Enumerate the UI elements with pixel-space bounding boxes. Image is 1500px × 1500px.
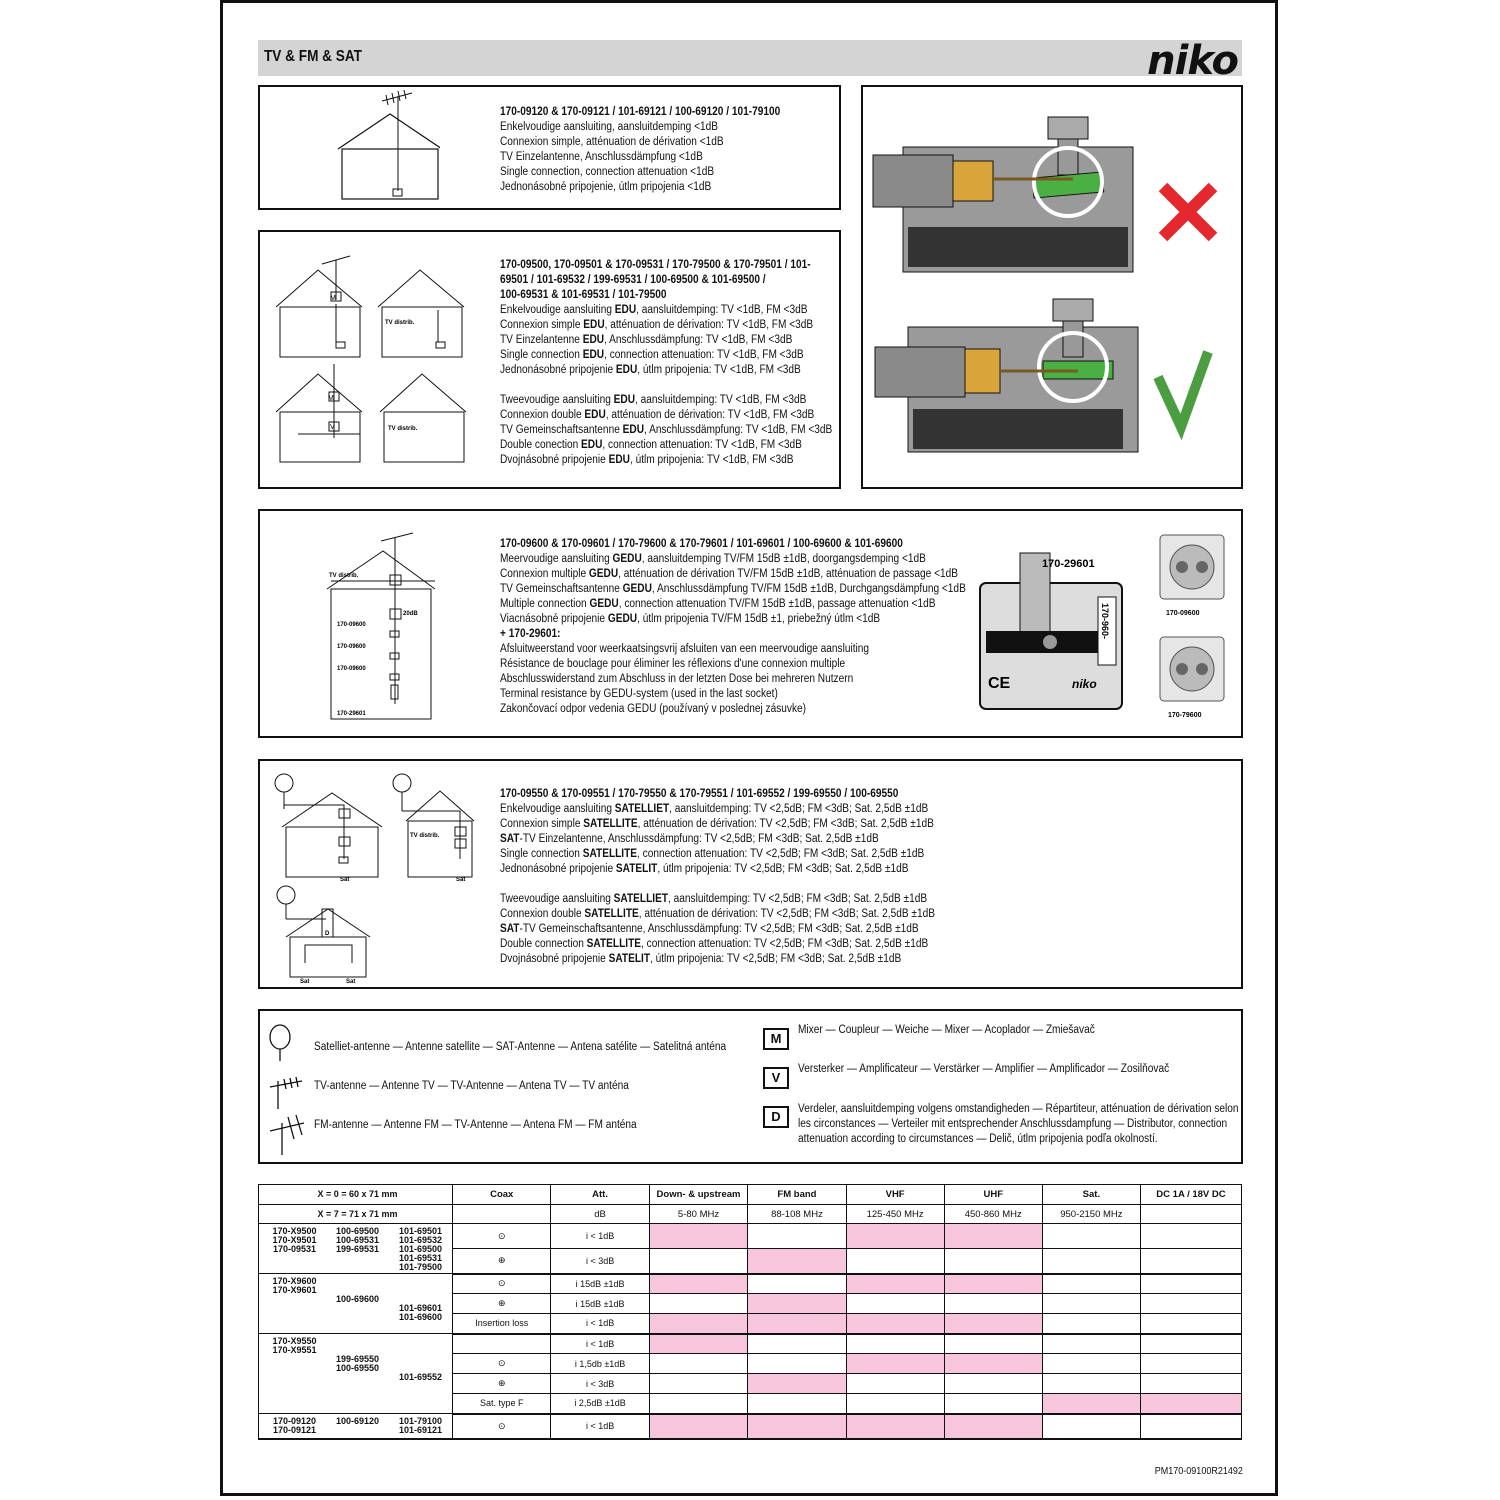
table-row xyxy=(259,1274,1242,1294)
house-diagrams-edu xyxy=(270,252,475,467)
band-cell xyxy=(1042,1224,1140,1249)
band-cell xyxy=(748,1274,846,1294)
product-code xyxy=(263,1263,326,1272)
text-line: Dvojnásobné pripojenie SATELIT, útlm pripojenia: TV <2,5dB; FM <3dB; Sat. 2,5dB ±1dB xyxy=(500,953,902,965)
text-line: Afsluitweerstand voor weerkaatsingsvrij afsluiten van een meervoudige aansluiting xyxy=(500,643,870,655)
attenuation-cell: i 15dB ±1dB xyxy=(551,1274,649,1294)
band-cell xyxy=(944,1224,1042,1249)
coax-cell xyxy=(453,1334,551,1354)
band-cell xyxy=(846,1354,944,1374)
col-header: DC 1A / 18V DC xyxy=(1140,1185,1241,1205)
text-line: Single connection EDU, connection attenuation: TV <1dB, FM <3dB xyxy=(500,349,804,361)
band-cell xyxy=(846,1334,944,1354)
diagram-label: M xyxy=(328,395,334,402)
attenuation-cell: i < 1dB xyxy=(551,1414,649,1439)
band-cell xyxy=(944,1249,1042,1274)
terminal-resistor-product xyxy=(978,533,1126,713)
band-cell xyxy=(1140,1374,1241,1394)
col-header: VHF xyxy=(846,1185,944,1205)
diagram-label: Sat xyxy=(346,979,356,985)
text-line: Double conection EDU, connection attenuation: TV <1dB, FM <3dB xyxy=(500,439,802,451)
product-code: 170-09121 xyxy=(272,1425,317,1435)
text-line: Single connection, connection attenuation <1dB xyxy=(500,166,715,178)
band-cell xyxy=(1042,1294,1140,1314)
product-code: 100-69550 xyxy=(335,1363,380,1373)
product-code: 101-69121 xyxy=(398,1425,443,1435)
product-code xyxy=(389,1355,452,1364)
section-single-connection xyxy=(258,85,841,210)
band-cell xyxy=(944,1294,1042,1314)
section2-heading: 69501 / 101-69532 / 199-69531 / 100-69500 & 101-69500 / xyxy=(500,274,766,286)
document-code: PM170-09100R21492 xyxy=(1154,1466,1243,1477)
product-code xyxy=(263,1295,326,1304)
diagram-label: TV distrib. xyxy=(329,573,359,579)
product-code xyxy=(389,1337,452,1346)
installation-illustration xyxy=(861,85,1243,489)
band-cell xyxy=(649,1394,748,1414)
socket-label: 170-79600 xyxy=(1168,712,1202,719)
product-code: 170-X9600 xyxy=(272,1276,317,1286)
title-bar xyxy=(258,38,1242,84)
band-cell xyxy=(846,1374,944,1394)
band-cell xyxy=(944,1274,1042,1294)
table-row xyxy=(259,1224,1242,1249)
diagram-label: TV distrib. xyxy=(410,833,440,839)
product-code: 101-69601 xyxy=(398,1303,443,1313)
legend-mixer: Mixer — Coupleur — Weiche — Mixer — Acoplador — Zmiešavač xyxy=(798,1024,1095,1036)
legend-amplifier: Versterker — Amplificateur — Verstärker — Amplifier — Amplificador — Zosilňovač xyxy=(798,1063,1170,1075)
product-code: 170-X9551 xyxy=(272,1345,317,1355)
product-code: 101-69531 xyxy=(398,1253,443,1263)
section3-subheading: + 170-29601: xyxy=(500,628,561,640)
product-code: 170-09120 xyxy=(272,1416,317,1426)
product-code: 170-X9500 xyxy=(272,1226,317,1236)
text-line: TV Gemeinschaftsantenne EDU, Anschlussdämpfung: TV <1dB, FM <3dB xyxy=(500,424,833,436)
unit-cell: 5-80 MHz xyxy=(649,1205,748,1224)
band-cell xyxy=(1042,1334,1140,1354)
coax-cell: Insertion loss xyxy=(453,1314,551,1334)
band-cell xyxy=(1042,1354,1140,1374)
legend-distributor: Verdeler, aansluitdemping volgens omstandigheden — Répartiteur, atténuation de dérivation selon les circonstances — Verteiler mit entsprechender Anschlussdampfung — Distributor, connection attenuation according to circumstances — Delič, útlm pripojenia podľa okolností. xyxy=(798,1103,1239,1145)
band-cell xyxy=(1140,1294,1241,1314)
coax-cell: ⊕ xyxy=(453,1249,551,1274)
text-line: Dvojnásobné pripojenie EDU, útlm pripojenia: TV <1dB, FM <3dB xyxy=(500,454,794,466)
text-line: Résistance de bouclage pour éliminer les réflexions d'une connexion multiple xyxy=(500,658,846,670)
diagram-label: Sat xyxy=(300,979,310,985)
text-line: Connexion simple SATELLITE, atténuation de dérivation: TV <2,5dB; FM <3dB; Sat. 2,5dB ±1dB xyxy=(500,818,934,830)
diagram-label: TV distrib. xyxy=(388,426,418,432)
band-cell xyxy=(748,1374,846,1394)
band-cell xyxy=(748,1334,846,1354)
product-codes-cell xyxy=(259,1334,453,1414)
diagram-label: Sat xyxy=(340,877,350,883)
product-code xyxy=(263,1355,326,1364)
product-code xyxy=(263,1313,326,1322)
house-diagram-gedu xyxy=(325,529,445,729)
product-code xyxy=(326,1373,389,1382)
ce-mark: CE xyxy=(988,675,1011,692)
satellite-dish-icon xyxy=(270,1025,290,1049)
text-line: Connexion simple, atténuation de dérivation <1dB xyxy=(500,136,724,148)
size-note-x0: X = 0 = 60 x 71 mm xyxy=(259,1185,453,1205)
band-cell xyxy=(846,1249,944,1274)
product-code: 100-69531 xyxy=(335,1235,380,1245)
product-code: 170-X9601 xyxy=(272,1285,317,1295)
text-line: Enkelvoudige aansluiting, aansluitdemping <1dB xyxy=(500,121,719,133)
attenuation-cell: i < 1dB xyxy=(551,1224,649,1249)
text-line: TV Gemeinschaftsantenne GEDU, Anschlussdämpfung TV/FM 15dB ±1dB, Durchgangsdämpfung <1dB xyxy=(500,583,966,595)
band-cell xyxy=(944,1354,1042,1374)
unit-cell: 950-2150 MHz xyxy=(1042,1205,1140,1224)
section-edu-connection xyxy=(258,230,841,489)
diagram-label: V xyxy=(330,424,335,431)
band-cell xyxy=(1140,1314,1241,1334)
section1-heading: 170-09120 & 170-09121 / 101-69121 / 100-69120 / 101-79100 xyxy=(500,106,781,118)
diagram-label: D xyxy=(325,931,330,937)
diagram-label: TV distrib. xyxy=(385,320,415,326)
band-cell xyxy=(649,1249,748,1274)
section-satellite-connection xyxy=(258,759,1243,989)
coax-clamp-drawings xyxy=(863,87,1241,487)
attenuation-cell: i 1,5db ±1dB xyxy=(551,1354,649,1374)
text-line: TV Einzelantenne, Anschlussdämpfung <1dB xyxy=(500,151,703,163)
band-cell xyxy=(748,1414,846,1439)
col-header: Coax xyxy=(453,1185,551,1205)
product-code: 101-69532 xyxy=(398,1235,443,1245)
text-line: Tweevoudige aansluiting SATELLIET, aansluitdemping: TV <2,5dB; FM <3dB; Sat. 2,5dB ±1dB xyxy=(500,893,928,905)
product-code: 199-69550 xyxy=(335,1354,380,1364)
coax-cell: ⊕ xyxy=(453,1294,551,1314)
band-cell xyxy=(846,1224,944,1249)
col-header: UHF xyxy=(944,1185,1042,1205)
product-label: 170-29601 xyxy=(1042,558,1095,570)
diagram-label: 170-29601 xyxy=(337,711,366,717)
antenna-icons xyxy=(264,1019,304,1159)
product-codes-cell xyxy=(259,1274,453,1334)
table-row xyxy=(259,1414,1242,1439)
product-code: 101-79500 xyxy=(398,1262,443,1272)
legend xyxy=(258,1009,1243,1164)
band-cell xyxy=(1140,1249,1241,1274)
attenuation-cell: i < 1dB xyxy=(551,1334,649,1354)
product-code xyxy=(389,1277,452,1286)
page-title: TV & FM & SAT xyxy=(264,48,362,65)
product-code xyxy=(263,1373,326,1382)
product-code xyxy=(326,1304,389,1313)
unit-cell xyxy=(1140,1205,1241,1224)
coax-cell: ⊙ xyxy=(453,1354,551,1374)
band-cell xyxy=(846,1274,944,1294)
product-code xyxy=(389,1346,452,1355)
text-line: Tweevoudige aansluiting EDU, aansluitdemping: TV <1dB, FM <3dB xyxy=(500,394,807,406)
text-line: Jednonásobné pripojenie SATELIT, útlm pripojenia: TV <2,5dB; FM <3dB; Sat. 2,5dB ±1dB xyxy=(500,863,909,875)
product-code: 100-69120 xyxy=(335,1416,380,1426)
product-code: 101-79100 xyxy=(398,1416,443,1426)
band-cell xyxy=(944,1394,1042,1414)
band-cell xyxy=(944,1374,1042,1394)
distributor-key: D xyxy=(763,1106,789,1128)
band-cell xyxy=(748,1249,846,1274)
diagram-label: 170-09600 xyxy=(337,644,366,650)
coax-cell: ⊙ xyxy=(453,1414,551,1439)
attenuation-cell: i < 3dB xyxy=(551,1374,649,1394)
product-side-label: 170-960- xyxy=(1100,603,1110,640)
product-code xyxy=(326,1313,389,1322)
product-code xyxy=(263,1364,326,1373)
product-code: 101-69501 xyxy=(398,1226,443,1236)
band-cell xyxy=(649,1314,748,1334)
band-cell xyxy=(1042,1394,1140,1414)
product-code: 100-69600 xyxy=(335,1294,380,1304)
mixer-key: M xyxy=(763,1028,789,1050)
band-cell xyxy=(1140,1274,1241,1294)
attenuation-cell: i < 3dB xyxy=(551,1249,649,1274)
specification-table xyxy=(258,1184,1242,1440)
band-cell xyxy=(944,1414,1042,1439)
product-code xyxy=(326,1426,389,1435)
section4-text xyxy=(500,787,935,967)
text-line: Terminal resistance by GEDU-system (used in the last socket) xyxy=(500,688,778,700)
product-code xyxy=(389,1286,452,1295)
band-cell xyxy=(649,1274,748,1294)
product-code xyxy=(326,1277,389,1286)
diagram-label: M xyxy=(330,295,336,302)
section4-heading: 170-09550 & 170-09551 / 170-79550 & 170-79551 / 101-69552 / 199-69550 / 100-69550 xyxy=(500,788,899,800)
text-line: Double connection SATELLITE, connection attenuation: TV <2,5dB; FM <3dB; Sat. 2,5dB ±1dB xyxy=(500,938,929,950)
band-cell xyxy=(846,1314,944,1334)
product-code xyxy=(326,1263,389,1272)
legend-fm: FM-antenne — Antenne FM — TV-Antenne — Antena FM — FM anténa xyxy=(314,1119,637,1131)
band-cell xyxy=(1140,1334,1241,1354)
product-codes-cell xyxy=(259,1414,453,1439)
product-code: 170-09531 xyxy=(272,1244,317,1254)
band-cell xyxy=(1042,1314,1140,1334)
band-cell xyxy=(1042,1414,1140,1439)
band-cell xyxy=(944,1334,1042,1354)
section2-heading: 170-09500, 170-09501 & 170-09531 / 170-79500 & 170-79501 / 101- xyxy=(500,259,811,271)
unit-cell xyxy=(453,1205,551,1224)
product-code: 101-69552 xyxy=(398,1372,443,1382)
product-code: 170-X9550 xyxy=(272,1336,317,1346)
house-diagrams-satellite xyxy=(270,769,480,987)
text-line: Meervoudige aansluiting GEDU, aansluitdemping TV/FM 15dB ±1dB, doorgangsdemping <1dB xyxy=(500,553,926,565)
product-code: 170-X9501 xyxy=(272,1235,317,1245)
product-code: 101-69500 xyxy=(398,1244,443,1254)
unit-cell: 88-108 MHz xyxy=(748,1205,846,1224)
band-cell xyxy=(748,1394,846,1414)
product-code xyxy=(263,1304,326,1313)
text-line: Connexion multiple GEDU, atténuation de dérivation TV/FM 15dB ±1dB, atténuation de passage <1dB xyxy=(500,568,958,580)
band-cell xyxy=(846,1394,944,1414)
unit-cell: dB xyxy=(551,1205,649,1224)
band-cell xyxy=(1140,1224,1241,1249)
unit-cell: 125-450 MHz xyxy=(846,1205,944,1224)
diagram-label: 170-09600 xyxy=(337,622,366,628)
band-cell xyxy=(1140,1394,1241,1414)
house-diagram-single xyxy=(330,87,440,207)
col-header: FM band xyxy=(748,1185,846,1205)
attenuation-cell: i < 1dB xyxy=(551,1314,649,1334)
band-cell xyxy=(1140,1354,1241,1374)
table-row xyxy=(259,1334,1242,1354)
text-line: Single connection SATELLITE, connection attenuation: TV <2,5dB; FM <3dB; Sat. 2,5dB ±1dB xyxy=(500,848,925,860)
col-header: Sat. xyxy=(1042,1185,1140,1205)
text-line: TV Einzelantenne EDU, Anschlussdämpfung: TV <1dB, FM <3dB xyxy=(500,334,793,346)
band-cell xyxy=(748,1314,846,1334)
col-header: Att. xyxy=(551,1185,649,1205)
niko-small-logo: niko xyxy=(1072,677,1097,691)
text-line: Multiple connection GEDU, connection attenuation TV/FM 15dB ±1dB, passage attenuation <1dB xyxy=(500,598,936,610)
attenuation-cell: i 15dB ±1dB xyxy=(551,1294,649,1314)
coax-cell: ⊕ xyxy=(453,1374,551,1394)
band-cell xyxy=(1042,1374,1140,1394)
band-cell xyxy=(846,1414,944,1439)
text-line: Abschlusswiderstand zum Abschluss in der letzten Dose bei mehreren Nutzern xyxy=(500,673,854,685)
socket-label: 170-09600 xyxy=(1166,610,1200,617)
band-cell xyxy=(1042,1249,1140,1274)
diagram-label: 20dB xyxy=(403,611,418,617)
coax-cell: ⊙ xyxy=(453,1274,551,1294)
text-line: Zakončovací odpor vedenia GEDU (používaný v poslednej zásuvke) xyxy=(500,703,807,715)
text-line: SAT-TV Einzelantenne, Anschlussdämpfung: TV <2,5dB; FM <3dB; Sat. 2,5dB ±1dB xyxy=(500,833,879,845)
band-cell xyxy=(649,1354,748,1374)
legend-tv: TV-antenne — Antenne TV — TV-Antenne — Antena TV — TV anténa xyxy=(314,1080,629,1092)
band-cell xyxy=(649,1374,748,1394)
band-cell xyxy=(748,1354,846,1374)
band-cell xyxy=(649,1334,748,1354)
product-code: 199-69531 xyxy=(335,1244,380,1254)
band-cell xyxy=(748,1294,846,1314)
socket-images xyxy=(1152,529,1232,729)
text-line: Connexion simple EDU, atténuation de dérivation: TV <1dB, FM <3dB xyxy=(500,319,814,331)
section1-text xyxy=(500,105,780,195)
size-note-x7: X = 7 = 71 x 71 mm xyxy=(259,1205,453,1224)
product-code: 100-69500 xyxy=(335,1226,380,1236)
band-cell xyxy=(649,1224,748,1249)
text-line: Viacnásobné pripojenie GEDU, útlm pripojenia TV/FM 15dB ±1, priebežný útlm <1dB xyxy=(500,613,881,625)
coax-cell: ⊙ xyxy=(453,1224,551,1249)
product-code xyxy=(326,1254,389,1263)
section3-text xyxy=(500,537,966,717)
band-cell xyxy=(1140,1414,1241,1439)
product-codes-cell xyxy=(259,1224,453,1274)
band-cell xyxy=(649,1414,748,1439)
section2-text xyxy=(500,258,832,468)
text-line: Connexion double EDU, atténuation de dérivation: TV <1dB, FM <3dB xyxy=(500,409,815,421)
band-cell xyxy=(1042,1274,1140,1294)
product-code xyxy=(263,1254,326,1263)
text-line: SAT-TV Gemeinschaftsantenne, Anschlussdämpfung: TV <2,5dB; FM <3dB; Sat. 2,5dB ±1dB xyxy=(500,923,919,935)
diagram-label: 170-09600 xyxy=(337,666,366,672)
section3-heading: 170-09600 & 170-09601 / 170-79600 & 170-79601 / 101-69601 / 100-69600 & 101-69600 xyxy=(500,538,903,550)
text-line: Enkelvoudige aansluiting SATELLIET, aansluitdemping: TV <2,5dB; FM <3dB; Sat. 2,5dB ±1dB xyxy=(500,803,929,815)
band-cell xyxy=(649,1294,748,1314)
section2-heading: 100-69531 & 101-69531 / 101-79500 xyxy=(500,289,667,301)
band-cell xyxy=(846,1294,944,1314)
section-gedu-connection xyxy=(258,509,1243,738)
product-code xyxy=(326,1337,389,1346)
attenuation-cell: i 2,5dB ±1dB xyxy=(551,1394,649,1414)
niko-logo: niko xyxy=(1147,38,1238,84)
text-line: Enkelvoudige aansluiting EDU, aansluitdemping: TV <1dB, FM <3dB xyxy=(500,304,808,316)
product-code: 101-69600 xyxy=(398,1312,443,1322)
legend-satellite: Satelliet-antenne — Antenne satellite — SAT-Antenne — Antena satélite — Satelitná anténa xyxy=(314,1041,727,1053)
diagram-label: Sat xyxy=(456,877,466,883)
text-line: Jednonásobné pripojenie, útlm pripojenia <1dB xyxy=(500,181,712,193)
amplifier-key: V xyxy=(763,1067,789,1089)
unit-cell: 450-860 MHz xyxy=(944,1205,1042,1224)
band-cell xyxy=(748,1224,846,1249)
text-line: Jednonásobné pripojenie EDU, útlm pripojenia: TV <1dB, FM <3dB xyxy=(500,364,801,376)
coax-cell: Sat. type F xyxy=(453,1394,551,1414)
text-line: Connexion double SATELLITE, atténuation de dérivation: TV <2,5dB; FM <3dB; Sat. 2,5dB ±1dB xyxy=(500,908,935,920)
band-cell xyxy=(944,1314,1042,1334)
col-header: Down- & upstream xyxy=(649,1185,748,1205)
